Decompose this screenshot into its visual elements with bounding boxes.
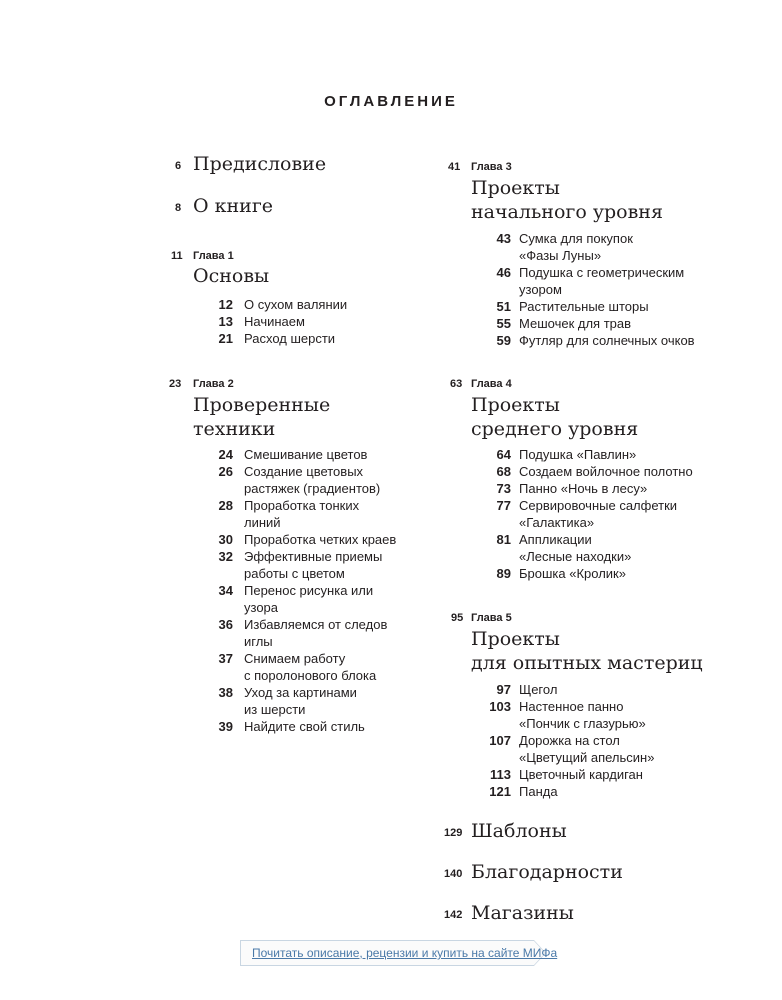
toc-page-number: 103 xyxy=(489,699,511,714)
toc-item[interactable]: Растительные шторы xyxy=(519,299,649,314)
toc-item[interactable]: Перенос рисунка или узора xyxy=(244,583,374,615)
chapter-page-number: 41 xyxy=(448,161,461,173)
toc-item[interactable]: Проработка четких краев xyxy=(244,532,397,547)
buy-book-link-text[interactable]: Почитать описание, рецензии и купить на сайте МИФа xyxy=(252,946,558,960)
toc-page-number: 113 xyxy=(490,767,511,782)
chapter-label: Глава 4 xyxy=(471,378,512,390)
toc-item[interactable]: Смешивание цветов xyxy=(244,447,368,462)
toc-item[interactable]: Проработка тонких линий xyxy=(244,498,360,530)
toc-page-number: 12 xyxy=(218,297,233,312)
toc-page-number: 13 xyxy=(218,314,233,329)
toc-item[interactable]: Цветочный кардиган xyxy=(519,767,643,782)
toc-item[interactable]: Брошка «Кролик» xyxy=(519,566,626,581)
toc-item[interactable]: Панно «Ночь в лесу» xyxy=(519,481,648,496)
toc-page-number: 32 xyxy=(218,549,233,564)
toc-page-number: 38 xyxy=(218,685,233,700)
toc-item[interactable]: Расход шерсти xyxy=(244,331,336,346)
toc-entry-title: Предисловие xyxy=(193,153,327,175)
toc-page-number: 21 xyxy=(218,331,233,346)
toc-item[interactable]: Панда xyxy=(519,784,558,799)
toc-entry-title: О книге xyxy=(193,195,274,217)
toc-item[interactable]: Подушка «Павлин» xyxy=(519,447,637,462)
toc-page-number: 59 xyxy=(496,333,511,348)
toc-page-number: 77 xyxy=(496,498,511,513)
toc-page-number: 68 xyxy=(496,464,511,479)
chapter-page-number: 23 xyxy=(169,378,182,390)
toc-page-number: 73 xyxy=(496,481,511,496)
toc-page-number: 107 xyxy=(489,733,511,748)
toc-page-number: 129 xyxy=(444,827,463,839)
chapter-label: Глава 2 xyxy=(193,378,234,390)
toc-item[interactable]: Мешочек для трав xyxy=(519,316,632,331)
toc-page-number: 89 xyxy=(496,566,511,581)
toc-item[interactable]: Дорожка на стол «Цветущий апельсин» xyxy=(519,733,655,765)
toc-page-number: 121 xyxy=(489,784,511,799)
toc-entry-title: Благодарности xyxy=(471,861,623,883)
toc-page-number: 81 xyxy=(496,532,511,547)
toc-item[interactable]: Футляр для солнечных очков xyxy=(519,333,695,348)
toc-page-number: 6 xyxy=(175,160,182,172)
chapter-title: Основы xyxy=(193,265,270,287)
chapter-page-number: 11 xyxy=(171,250,183,262)
toc-page-number: 55 xyxy=(496,316,511,331)
chapter-label: Глава 5 xyxy=(471,612,512,624)
toc-page-number: 142 xyxy=(444,909,463,921)
toc-page-number: 24 xyxy=(218,447,233,462)
toc-page-number: 37 xyxy=(218,651,233,666)
toc-page-number: 34 xyxy=(218,583,233,598)
chapter-title: Проекты для опытных мастериц xyxy=(471,628,703,674)
toc-page-number: 39 xyxy=(218,719,233,734)
toc-page-number: 46 xyxy=(496,265,511,280)
toc-page-number: 8 xyxy=(175,202,182,214)
toc-entry-title: Шаблоны xyxy=(471,820,567,842)
toc-page-number: 64 xyxy=(496,447,511,462)
buy-book-link[interactable] xyxy=(240,940,558,966)
toc-item[interactable]: Аппликации «Лесные находки» xyxy=(519,532,632,564)
toc-item[interactable]: Эффективные приемы работы с цветом xyxy=(244,549,383,581)
toc-page-number: 51 xyxy=(496,299,511,314)
toc-item[interactable]: Начинаем xyxy=(244,314,305,329)
toc-item[interactable]: Избавляемся от следов иглы xyxy=(244,617,388,649)
toc-item[interactable]: О сухом валянии xyxy=(244,297,348,312)
toc-page-number: 28 xyxy=(218,498,233,513)
chapter-title: Проекты начального уровня xyxy=(471,177,663,223)
toc-item[interactable]: Настенное панно «Пончик с глазурью» xyxy=(519,699,646,731)
chapter-title: Проверенные техники xyxy=(193,394,331,440)
toc-item[interactable]: Подушка с геометрическим узором xyxy=(519,265,685,297)
toc-page-number: 140 xyxy=(444,868,463,880)
chapter-page-number: 95 xyxy=(451,612,464,624)
toc-item[interactable]: Создание цветовых растяжек (градиентов) xyxy=(244,464,381,496)
toc-page-number: 36 xyxy=(218,617,233,632)
toc-item[interactable]: Найдите свой стиль xyxy=(244,719,365,734)
toc-page-number: 26 xyxy=(218,464,233,479)
toc-item[interactable]: Сумка для покупок «Фазы Луны» xyxy=(519,231,633,263)
chapter-title: Проекты среднего уровня xyxy=(471,394,639,440)
toc-entry-title: Магазины xyxy=(471,902,574,924)
toc-item[interactable]: Сервировочные салфетки «Галактика» xyxy=(519,498,678,530)
chapter-label: Глава 3 xyxy=(471,161,512,173)
toc-page-number: 43 xyxy=(496,231,511,246)
page-title: ОГЛАВЛЕНИЕ xyxy=(324,93,458,110)
chapter-page-number: 63 xyxy=(450,378,463,390)
toc-item[interactable]: Снимаем работу с поролонового блока xyxy=(244,651,377,683)
toc-item[interactable]: Щегол xyxy=(519,682,558,697)
toc-page-number: 97 xyxy=(496,682,511,697)
toc-page-number: 30 xyxy=(218,532,233,547)
toc-item[interactable]: Создаем войлочное полотно xyxy=(519,464,693,479)
toc-item[interactable]: Уход за картинами из шерсти xyxy=(244,685,357,717)
chapter-label: Глава 1 xyxy=(193,250,234,262)
